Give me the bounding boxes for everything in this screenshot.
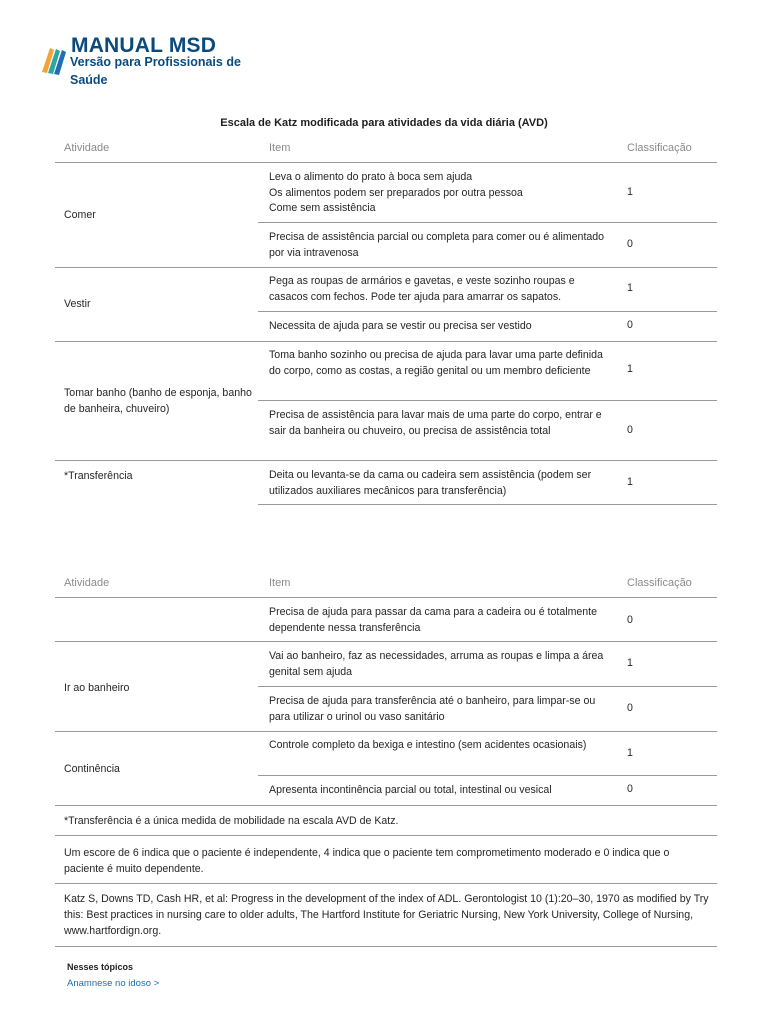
score-cell: 0 [627, 319, 633, 331]
activity-cell: Tomar banho (banho de esponja, banho de banheira, chuveiro) [64, 387, 252, 415]
item-cell: Precisa de assistência parcial ou completa para comer ou é alimentado por via intravenosa [269, 231, 605, 259]
col-header-item: Item [269, 577, 291, 589]
score-cell: 1 [627, 476, 633, 488]
item-cell: Apresenta incontinência parcial ou total, intestinal ou vesical [269, 784, 552, 796]
item-cell: Precisa de ajuda para passar da cama para a cadeira ou é totalmente dependente nessa transferência [269, 606, 598, 634]
item-cell: Pega as roupas de armários e gavetas, e veste sozinho roupas e casacos com fechos. Pode ter ajuda para amarrar os sapatos. [269, 275, 575, 303]
score-cell: 0 [627, 238, 633, 250]
item-cell: Necessita de ajuda para se vestir ou precisa ser vestido [269, 320, 532, 332]
item-cell: Vai ao banheiro, faz as necessidades, arruma as roupas e limpa a área genital sem ajuda [269, 650, 604, 678]
score-cell: 1 [627, 186, 633, 198]
katz-table-part-2 [55, 573, 717, 953]
activity-divider [55, 731, 717, 732]
note-divider [55, 883, 717, 884]
score-cell: 1 [627, 657, 633, 669]
item-cell: Controle completo da bexiga e intestino (sem acidentes ocasionais) [269, 739, 587, 751]
score-cell: 1 [627, 747, 633, 759]
brand-subtitle: Versão para Profissionais de Saúde [70, 55, 241, 87]
item-cell: Precisa de ajuda para transferência até o banheiro, para limpar-se ou para utilizar o urinol ou vaso sanitário [269, 695, 596, 723]
activity-divider [55, 267, 717, 268]
score-cell: 0 [627, 783, 633, 795]
item-cell: Leva o alimento do prato à boca sem ajuda Os alimentos podem ser preparados por outra pessoa Come sem assistência [269, 171, 523, 214]
activity-cell: Vestir [64, 298, 91, 310]
activity-divider [55, 805, 717, 806]
footnote-score: Um escore de 6 indica que o paciente é independente, 4 indica que o paciente tem comprometimento moderado e 0 indica que o paciente é muito dependente. [64, 847, 670, 875]
table-header [55, 573, 717, 598]
row-divider [258, 504, 717, 505]
note-divider [55, 946, 717, 947]
item-cell: Toma banho sozinho ou precisa de ajuda para lavar uma parte definida do corpo, como as costas, a região genital ou um membro deficiente [269, 349, 603, 377]
activity-cell: Comer [64, 209, 96, 221]
activity-cell: Ir ao banheiro [64, 682, 130, 694]
score-cell: 0 [627, 614, 633, 626]
msd-logo-mark-icon [40, 42, 70, 78]
row-divider [258, 311, 717, 312]
topic-link-anamnese[interactable]: Anamnese no idoso > [67, 978, 160, 989]
activity-cell: Continência [64, 763, 120, 775]
msd-manual-logo[interactable] [40, 36, 280, 96]
row-divider [258, 686, 717, 687]
row-divider [258, 400, 717, 401]
activity-divider [55, 460, 717, 461]
col-header-activity: Atividade [64, 577, 110, 589]
score-cell: 1 [627, 282, 633, 294]
activity-divider [55, 341, 717, 342]
table-title: Escala de Katz modificada para atividades da vida diária (AVD) [220, 117, 548, 129]
footnote-transfer: *Transferência é a única medida de mobilidade na escala AVD de Katz. [64, 815, 399, 827]
col-header-classification: Classificação [627, 577, 692, 589]
katz-table-part-1 [55, 138, 717, 508]
item-cell: Precisa de assistência para lavar mais de uma parte do corpo, entrar e sair da banheira ou chuveiro, ou precisa de assistência total [269, 409, 602, 437]
score-cell: 1 [627, 363, 633, 375]
brand-title: MANUAL MSD [71, 34, 217, 57]
topics-heading: Nesses tópicos [67, 962, 134, 972]
col-header-classification: Classificação [627, 142, 692, 154]
score-cell: 0 [627, 702, 633, 714]
score-cell: 0 [627, 424, 633, 436]
item-cell: Deita ou levanta-se da cama ou cadeira sem assistência (podem ser utilizados auxiliares mecânicos para transferência) [269, 469, 592, 497]
col-header-activity: Atividade [64, 142, 110, 154]
row-divider [258, 775, 717, 776]
col-header-item: Item [269, 142, 291, 154]
activity-cell: *Transferência [64, 470, 133, 482]
activity-divider [55, 641, 717, 642]
row-divider [258, 222, 717, 223]
note-divider [55, 835, 717, 836]
table-header [55, 138, 717, 163]
footnote-reference: Katz S, Downs TD, Cash HR, et al: Progress in the development of the index of ADL. Gerontologist 10 (1):20–30, 1970 as modified by Try this: Best practices in nursing care to older adults, The Hartford Institute for Geriatric Nursing, New York University, College of Nursing, www.hartfordign.org. [64, 893, 709, 937]
